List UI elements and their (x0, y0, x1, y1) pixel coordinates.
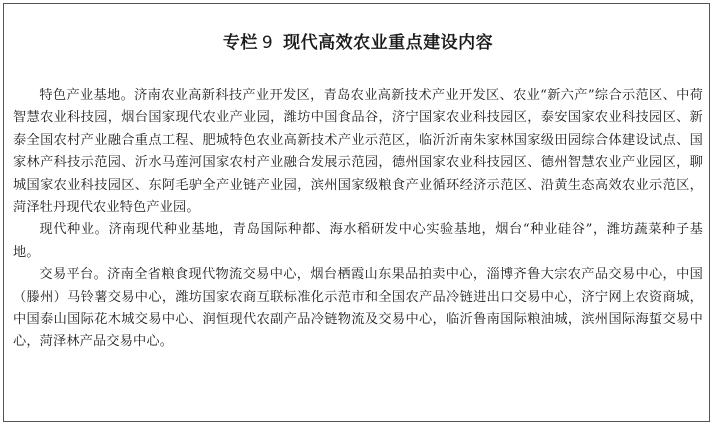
paragraph-modern-seed-industry: 现代种业。济南现代种业基地，青岛国际种都、海水稻研发中心实验基地，烟台“种业硅谷”，潍坊蔬菜种子基地。 (13, 222, 703, 260)
column-heading: 现代高效农业重点建设内容 (283, 33, 494, 53)
paragraph-specialty-bases: 特色产业基地。济南农业高新科技产业开发区，青岛农业高新技术产业开发区、农业“新六产”综合示范区、中荷智慧农业科技园，烟台国家现代农业产业园，潍坊中国食品谷，济宁国家农业科技园区，泰安国家农业科技园区、新泰全国农村产业融合重点工程、肥城特色农业高新技术产业示范区，临沂沂南朱家林国家级田园综合体建设试点、国家林产科技示范园、沂水马莲河国家农村产业融合发展示范园，德州国家农业科技园区、德州智慧农业产业园区，聊城国家农业科技园区、东阿毛驴全产业链产业园，滨州国家级粮食产业循环经济示范区、沿黄生态高效农业示范区，菏泽牡丹现代农业特色产业园。 (13, 88, 703, 216)
column-number: 9 (261, 33, 274, 53)
column-title (0, 28, 716, 53)
column-label: 专栏 (222, 33, 258, 53)
paragraph-trading-platforms: 交易平台。济南全省粮食现代物流交易中心，烟台栖霞山东果品拍卖中心，淄博齐鲁大宗农产品交易中心，中国（滕州）马铃薯交易中心，潍坊国家农商互联标准化示范市和全国农产品冷链进出口交易中心，济宁网上农资商城，中国泰山国际花木城交易中心、润恒现代农副产品冷链物流及交易中心，临沂鲁南国际粮油城，滨州国际海蜇交易中心，菏泽林产品交易中心。 (13, 267, 703, 350)
column-body (13, 85, 703, 354)
